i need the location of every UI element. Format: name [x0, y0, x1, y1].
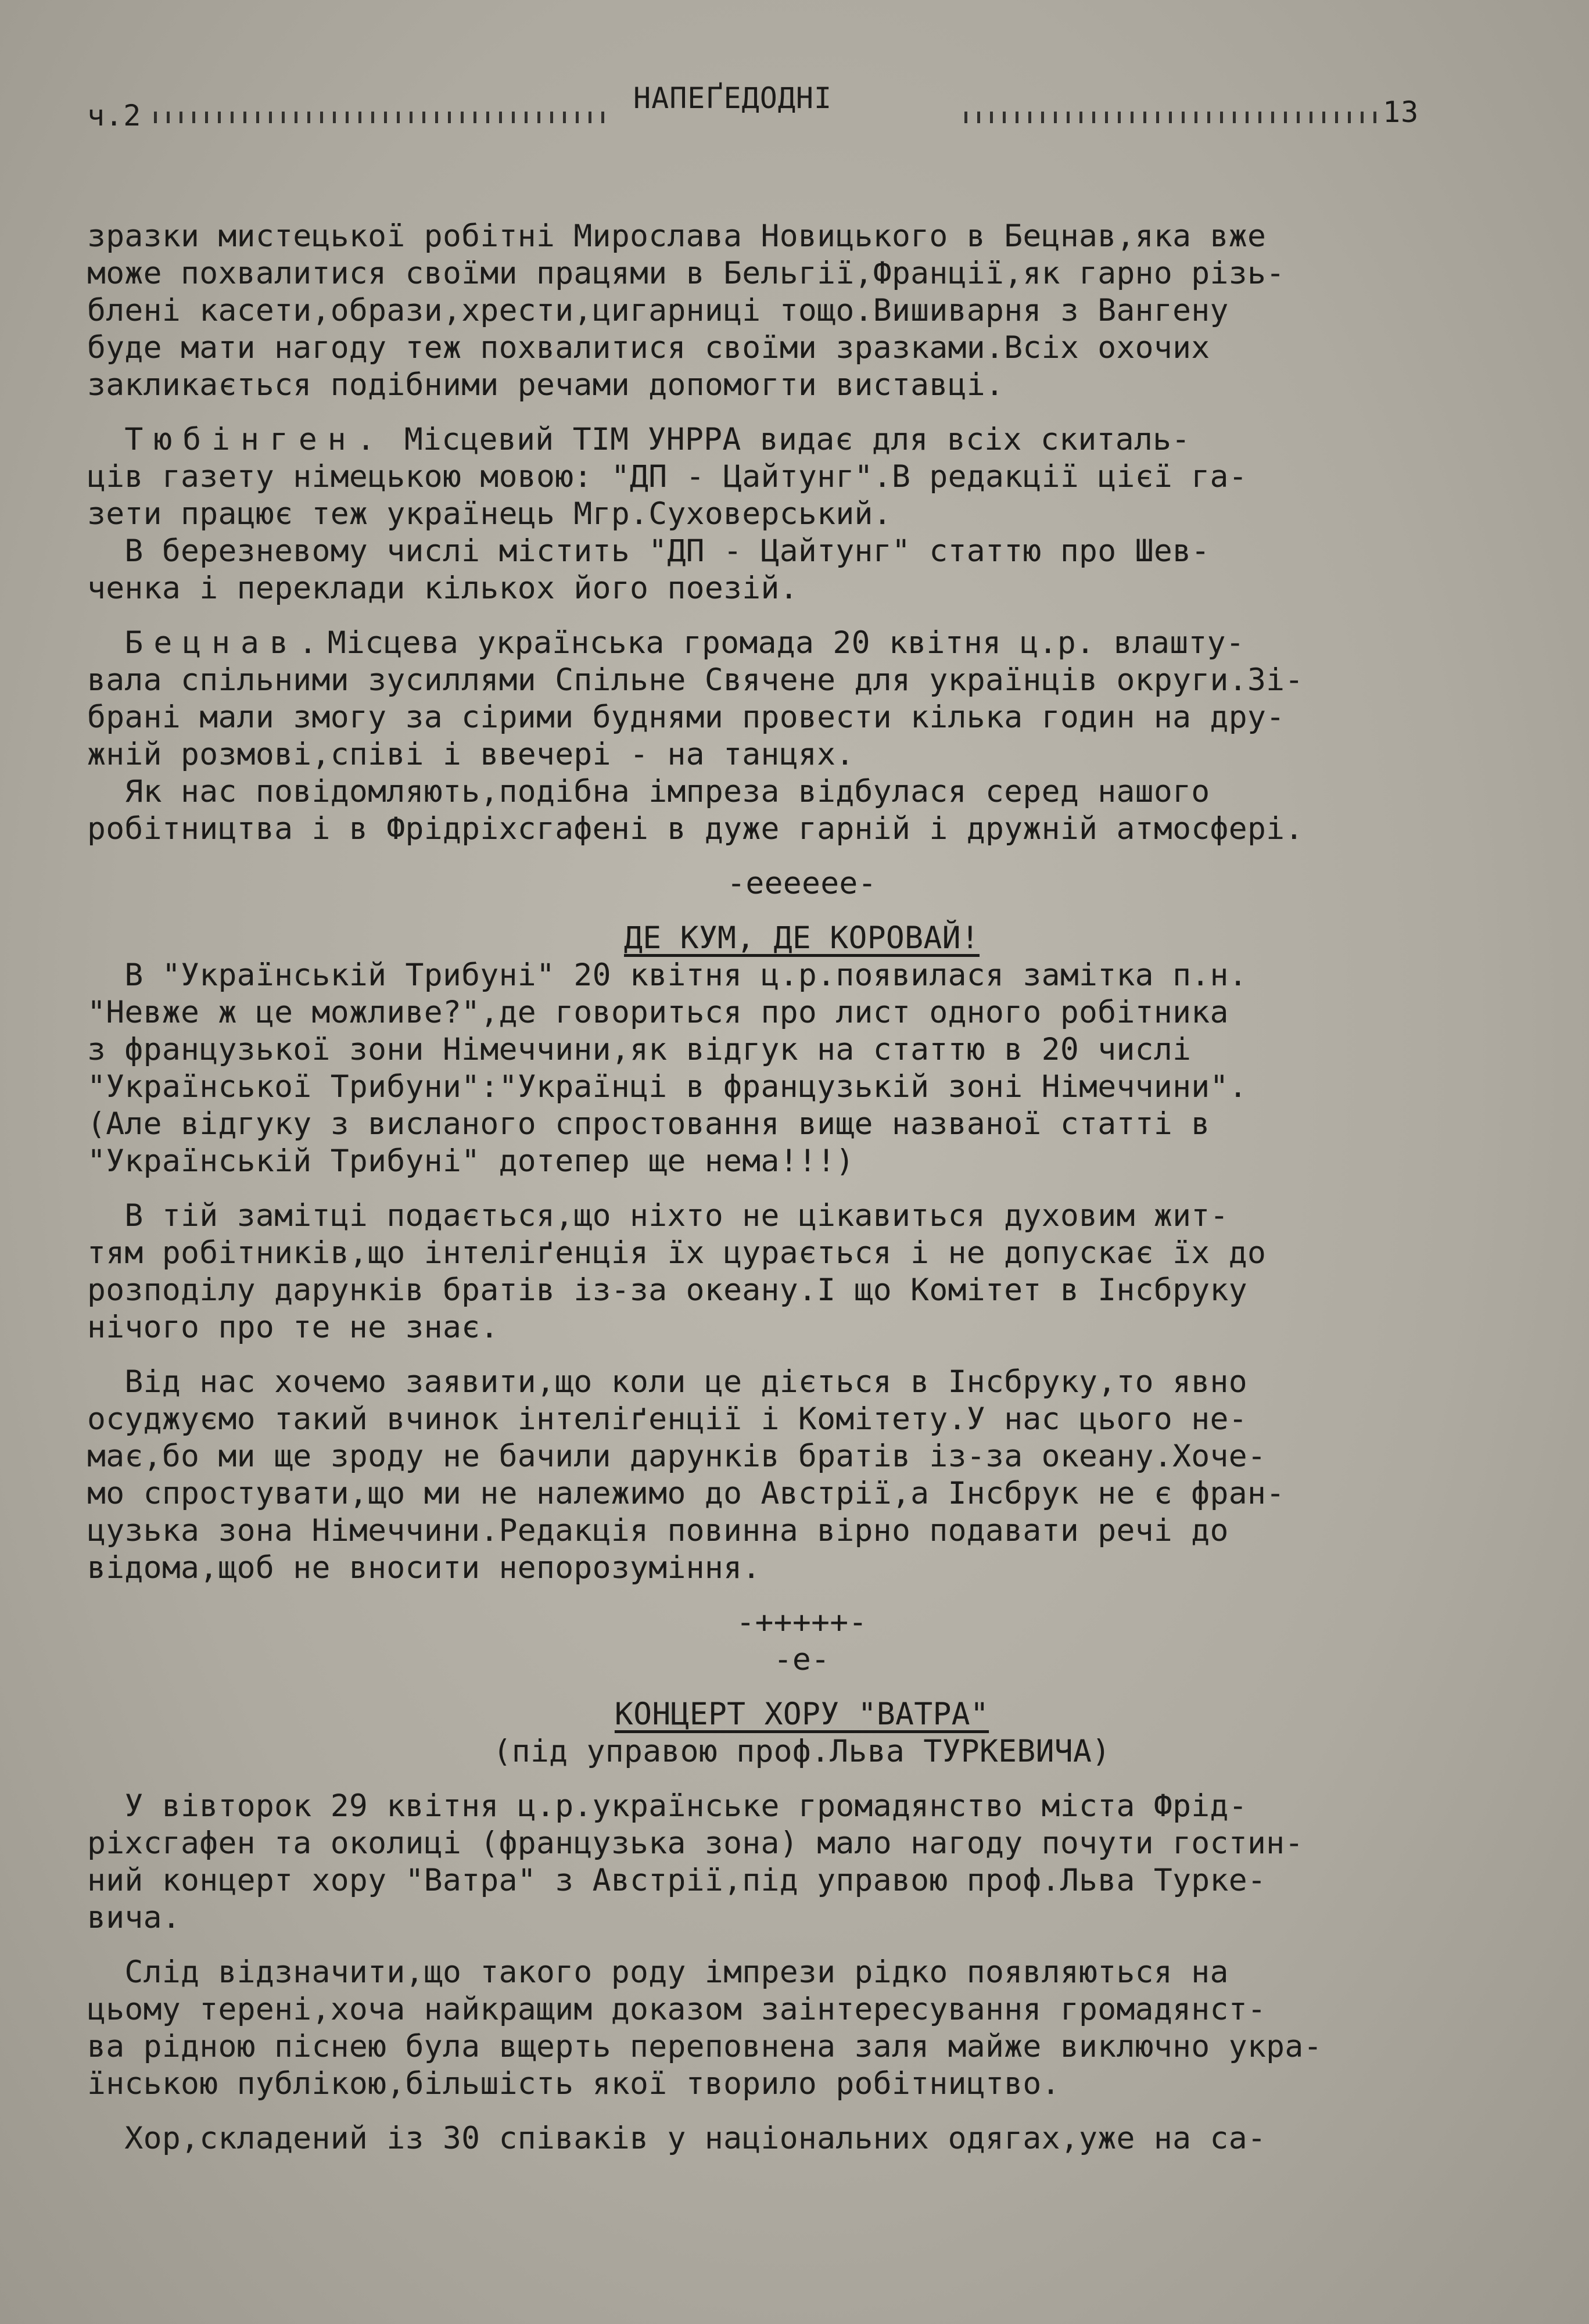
text-line: В березневому числі містить "ДП - Цайтунг" статтю про Шев- [87, 533, 1210, 569]
block-exhibition-continued [87, 218, 1516, 404]
news-becnav [87, 625, 1516, 848]
newspaper-title: НАПЕҐЕДОДНІ [633, 81, 833, 115]
text-line: ців газету німецькою мовою: "ДП - Цайтунг".В редакції цієї га- [87, 459, 1247, 494]
text-line: робітництва і в Фрідріхсгафені в дуже гарній і дружній атмосфері. [87, 811, 1304, 847]
text-line: цьому терені,хоча найкращим доказом заінтересування громадянст- [87, 1992, 1267, 2027]
section-divider: -+++++- [736, 1605, 867, 1640]
text-line: Як нас повідомляють,подібна імпреза відбулася серед нашого [87, 774, 1210, 809]
text-line: Тюбінген. Місцевий ТІМ УНРРА видає для всіх скиталь- [124, 422, 1190, 457]
text-line: "Української Трибуни":"Українці в французькій зоні Німеччини". [87, 1069, 1247, 1104]
page-content [87, 218, 1516, 2157]
text-line: ченка і переклади кількох його поезій. [87, 571, 798, 606]
text-line: їнською публікою,більшість якої творило робітництво. [87, 2066, 1060, 2101]
text-line: зразки мистецької робітні Мирослава Новицького в Бецнав,яка вже [87, 218, 1267, 254]
news-tubingen [87, 421, 1516, 607]
article-title: КОНЦЕРТ ХОРУ "ВАТРА" [614, 1697, 989, 1732]
text-line: Хор,складений із 30 співаків у національних одягах,уже на са- [87, 2121, 1267, 2156]
issue-number: ч.2 [87, 99, 142, 132]
article-de-kum [87, 920, 1516, 1587]
text-line: мо спростувати,що ми не належимо до Австрії,а Інсбрук не є фран- [87, 1476, 1285, 1511]
text-line: "Невже ж це можливе?",де говориться про лист одного робітника [87, 995, 1229, 1030]
text-line: цузька зона Німеччини.Редакція повинна вірно подавати речі до [87, 1513, 1229, 1548]
text-line: ний концерт хору "Ватра" з Австрії,під управою проф.Льва Турке- [87, 1863, 1267, 1898]
text-line: закликається подібними речами допомогти виставці. [87, 367, 1005, 403]
article-vatra-concert [87, 1696, 1516, 2157]
text-line: "Українській Трибуні" дотепер ще нема!!!) [87, 1143, 855, 1179]
article-subtitle: (під управою проф.Льва ТУРКЕВИЧА) [493, 1734, 1111, 1769]
text-line: може похвалитися своїми працями в Бельгії,Франції,як гарно різь- [87, 256, 1285, 291]
section-divider: -е- [773, 1642, 830, 1677]
text-line: вича. [87, 1900, 181, 1935]
text-line: осуджуємо такий вчинок інтеліґенції і Комітету.У нас цього не- [87, 1401, 1247, 1437]
text-line: з французької зони Німеччини,як відгук на статтю в 20 числі [87, 1032, 1192, 1067]
text-line: Бецнав.Місцева українська громада 20 квітня ц.р. влашту- [124, 625, 1245, 661]
section-divider: -ееееее- [727, 866, 877, 901]
page-header [87, 76, 1423, 134]
text-line: розподілу дарунків братів із-за океану.І що Комітет в Інсбруку [87, 1272, 1247, 1308]
text-line: буде мати нагоду теж похвалитися своїми зразками.Всіх охочих [87, 330, 1210, 365]
text-line: блені касети,образи,хрести,цигарниці тощо.Вишиварня з Вангену [87, 293, 1229, 328]
text-line: зети працює теж українець Мгр.Суховерський. [87, 496, 892, 532]
text-line: відома,щоб не вносити непорозуміння. [87, 1550, 761, 1586]
text-line: ріхсгафен та околиці (французька зона) мало нагоду почути гостин- [87, 1826, 1304, 1861]
text-line: В тій замітці подається,що ніхто не цікавиться духовим жит- [87, 1198, 1229, 1233]
text-line: У вівторок 29 квітня ц.р.українське громадянство міста Фрід- [87, 1788, 1247, 1824]
text-line: (Але відгуку з висланого спростовання вище названої статті в [87, 1106, 1210, 1142]
header-rule-right [964, 112, 1377, 123]
text-line: В "Українській Трибуні" 20 квітня ц.р.появилася замітка п.н. [87, 957, 1247, 993]
text-line: нічого про те не знає. [87, 1310, 499, 1345]
text-line: вала спільними зусиллями Спільне Свячене для українців округи.Зі- [87, 662, 1304, 698]
place-name-becnav: Бецнав. [124, 625, 328, 661]
text-line: тям робітників,що інтеліґенція їх цурається і не допускає їх до [87, 1235, 1267, 1271]
text-line: Слід відзначити,що такого роду імпрези рідко появляються на [87, 1954, 1229, 1990]
place-name-tubingen: Тюбінген. [124, 422, 386, 457]
text-line: жній розмові,співі і ввечері - на танцях. [87, 737, 855, 772]
text-line: має,бо ми ще зроду не бачили дарунків братів із-за океану.Хоче- [87, 1439, 1267, 1474]
text-line: брані мали змогу за сірими буднями провести кілька годин на дру- [87, 700, 1285, 735]
article-title: ДЕ КУМ, ДЕ КОРОВАЙ! [624, 920, 980, 956]
text-line: ва рідною піснею була вщерть переповнена заля майже виключно укра- [87, 2029, 1322, 2064]
page-number: 13 [1383, 95, 1419, 129]
header-rule-left [154, 112, 613, 123]
text-line: Від нас хочемо заявити,що коли це діється в Інсбруку,то явно [87, 1364, 1247, 1400]
